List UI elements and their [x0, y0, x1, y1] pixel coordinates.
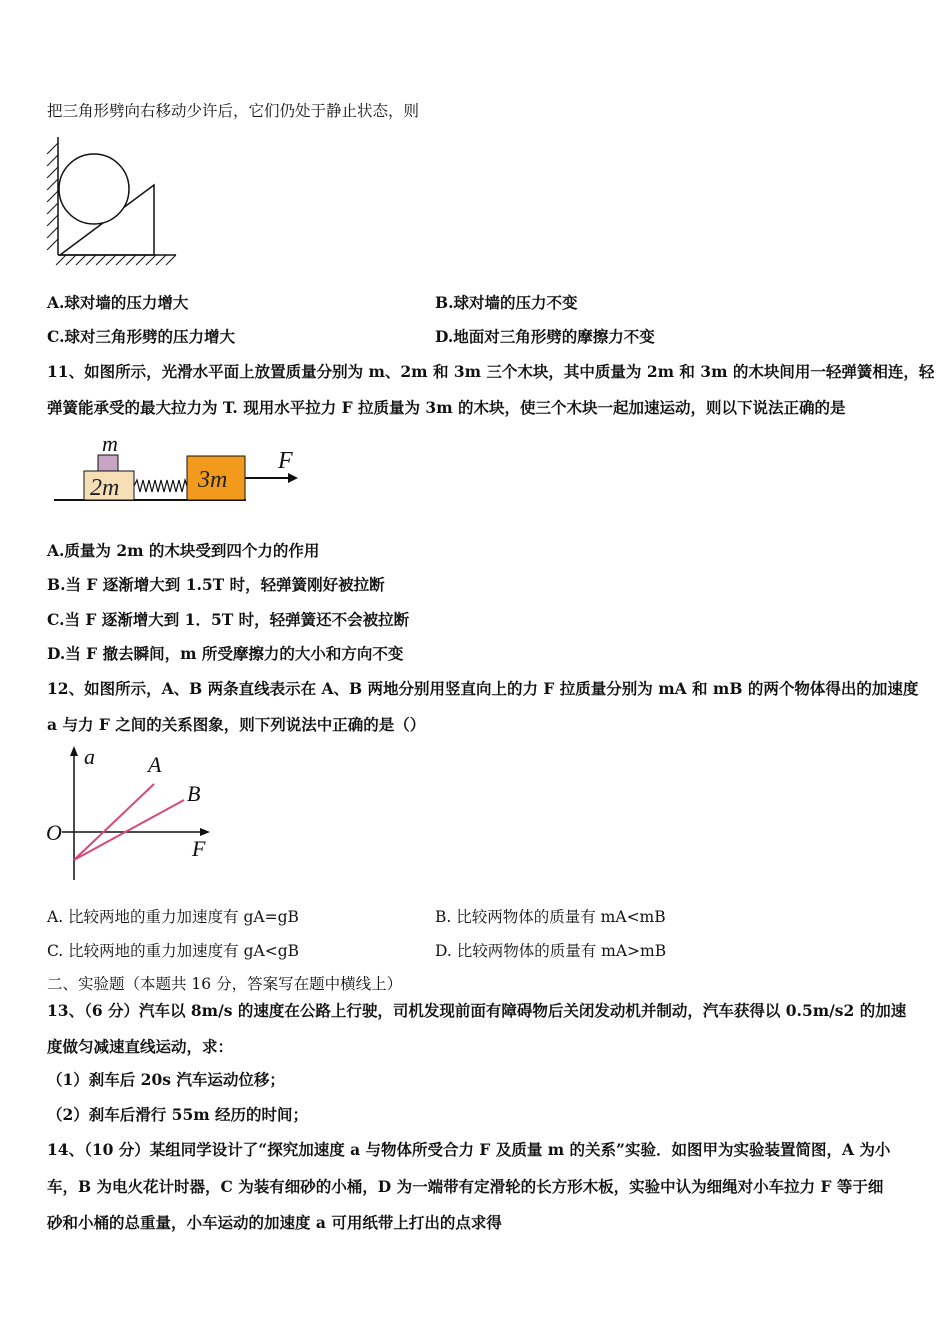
q12-option-d: D. 比较两物体的质量有 mA>mB — [435, 942, 667, 960]
axis-label-F: F — [192, 836, 206, 861]
line-label-A: A — [148, 752, 162, 777]
section-heading: 二、实验题（本题共 16 分，答案写在题中横线上） — [47, 975, 403, 993]
origin-label: O — [46, 820, 62, 845]
q13-sub2: （2）刹车后滑行 55m 经历的时间； — [47, 1105, 309, 1124]
q11-option-d: D.当 F 撤去瞬间，m 所受摩擦力的大小和方向不变 — [47, 644, 404, 663]
blocks-spring-figure — [50, 428, 310, 508]
q14-stem-line2: 车，B 为电火花计时器，C 为装有细砂的小桶，D 为一端带有定滑轮的长方形木板，实验中认为细绳对小车拉力 F 等于细 — [47, 1177, 884, 1196]
q12-option-c: C. 比较两地的重力加速度有 gA<gB — [47, 942, 300, 960]
q11-option-a: A.质量为 2m 的木块受到四个力的作用 — [47, 541, 320, 560]
a-F-graph — [42, 742, 222, 887]
q11-stem-line1: 11、如图所示，光滑水平面上放置质量分别为 m、2m 和 3m 三个木块，其中质量为 2m 和 3m 的木块间用一轻弹簧相连，轻 — [47, 362, 935, 381]
q10-option-d: D.地面对三角形劈的摩擦力不变 — [435, 327, 655, 346]
q10-option-c: C.球对三角形劈的压力增大 — [47, 327, 235, 346]
intro-line: 把三角形劈向右移动少许后，它们仍处于静止状态，则 — [47, 102, 420, 120]
axis-label-a: a — [84, 744, 95, 769]
q10-option-b: B.球对墙的压力不变 — [435, 293, 578, 312]
line-label-B: B — [187, 781, 201, 806]
q11-stem-line2: 弹簧能承受的最大拉力为 T. 现用水平拉力 F 拉质量为 3m 的木块，使三个木块一起加速运动，则以下说法正确的是 — [47, 398, 846, 417]
label-m: m — [102, 431, 118, 456]
q12-option-a: A. 比较两地的重力加速度有 gA=gB — [47, 908, 299, 926]
q13-stem-line1: 13、（6 分）汽车以 8m/s 的速度在公路上行驶，司机发现前面有障碍物后关闭发动机并制动，汽车获得以 0.5m/s2 的加速 — [47, 1001, 907, 1020]
q13-stem-line2: 度做匀减速直线运动，求： — [47, 1037, 234, 1056]
label-3m: 3m — [198, 467, 228, 493]
label-F: F — [278, 448, 293, 474]
q12-stem-line2: a 与力 F 之间的关系图象，则下列说法中正确的是（） — [47, 715, 426, 734]
q13-sub1: （1）刹车后 20s 汽车运动位移； — [47, 1070, 285, 1089]
q14-stem-line3: 砂和小桶的总重量，小车运动的加速度 a 可用纸带上打出的点求得 — [47, 1213, 502, 1232]
label-2m: 2m — [90, 475, 120, 501]
ball-wedge-figure — [44, 135, 184, 267]
q10-option-a: A.球对墙的压力增大 — [47, 293, 189, 312]
q12-option-b: B. 比较两物体的质量有 mA<mB — [435, 908, 666, 926]
q11-option-c: C.当 F 逐渐增大到 1．5T 时，轻弹簧还不会被拉断 — [47, 610, 410, 629]
q12-stem-line1: 12、如图所示，A、B 两条直线表示在 A、B 两地分别用竖直向上的力 F 拉质量分别为 mA 和 mB 的两个物体得出的加速度 — [47, 679, 919, 698]
q14-stem-line1: 14、（10 分）某组同学设计了“探究加速度 a 与物体所受合力 F 及质量 m 的关系”实验．如图甲为实验装置简图，A 为小 — [47, 1140, 891, 1159]
q11-option-b: B.当 F 逐渐增大到 1.5T 时，轻弹簧刚好被拉断 — [47, 575, 385, 594]
